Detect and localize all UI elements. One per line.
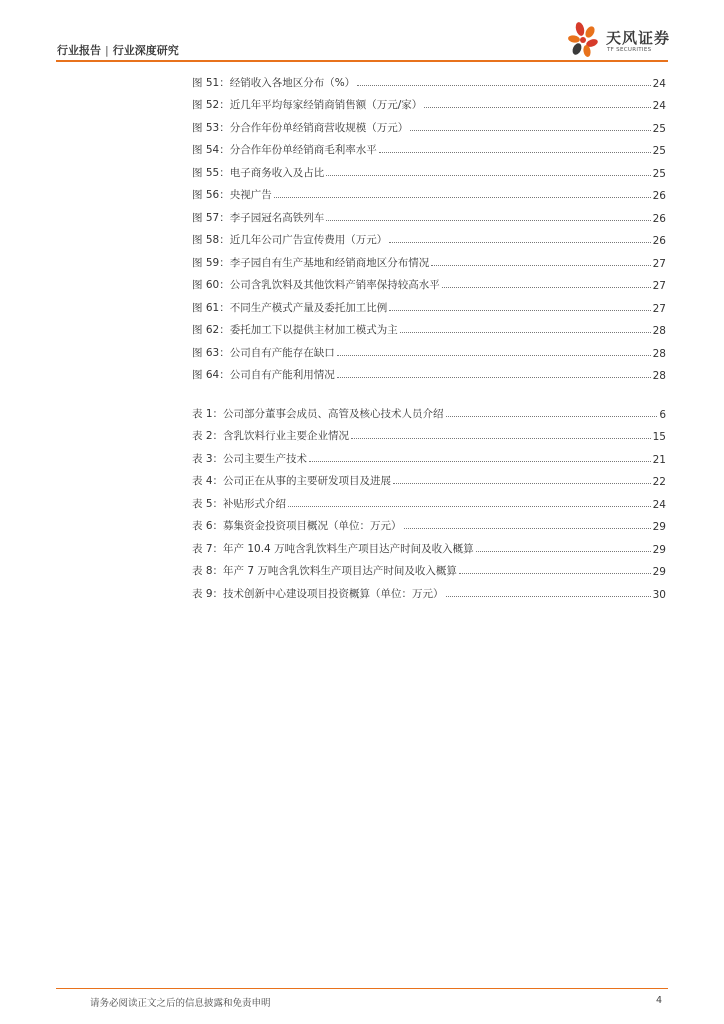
toc-entry-label: 图 62：委托加工下以提供主材加工模式为主 <box>192 324 398 336</box>
company-logo <box>566 21 676 61</box>
toc-entry-page: 29 <box>652 543 666 556</box>
toc-table-entry[interactable] <box>192 443 666 466</box>
toc-entry-page: 21 <box>652 453 666 466</box>
toc-leader-dots <box>337 355 651 356</box>
toc-figure-entry[interactable] <box>192 180 666 203</box>
toc-figure-entry[interactable] <box>192 337 666 360</box>
toc-leader-dots <box>389 242 650 243</box>
toc-entry-page: 30 <box>652 588 666 601</box>
toc-entry-label: 图 60：公司含乳饮料及其他饮料产销率保持较高水平 <box>192 279 440 291</box>
category-separator: | <box>105 44 109 57</box>
toc-figure-entry[interactable] <box>192 90 666 113</box>
toc-table-entry[interactable] <box>192 488 666 511</box>
toc-entry-label: 表 3：公司主要生产技术 <box>192 452 308 465</box>
toc-leader-dots <box>379 152 651 153</box>
toc-entry-label: 表 2：含乳饮料行业主要企业情况 <box>192 430 350 442</box>
toc-leader-dots <box>326 220 650 221</box>
toc-entry-page: 26 <box>652 235 666 247</box>
toc-figure-entry[interactable] <box>192 67 666 90</box>
toc-entry-label: 图 55：电子商务收入及占比 <box>192 166 325 179</box>
table-of-contents <box>192 67 666 601</box>
toc-entry-page: 24 <box>652 498 666 511</box>
toc-entry-label: 图 56：央视广告 <box>192 189 272 201</box>
toc-figure-entry[interactable] <box>192 292 666 315</box>
toc-entry-page: 27 <box>652 302 666 315</box>
toc-section-gap <box>192 382 666 398</box>
toc-leader-dots <box>393 483 651 484</box>
toc-figure-entry[interactable] <box>192 270 666 293</box>
toc-entry-label: 表 4：公司正在从事的主要研发项目及进展 <box>192 475 392 487</box>
toc-leader-dots <box>337 377 651 378</box>
toc-leader-dots <box>309 461 651 462</box>
footer-divider <box>56 988 668 989</box>
category-label: 行业报告 <box>57 44 101 57</box>
logo-name-en: TF SECURITIES <box>607 47 652 53</box>
toc-entry-page: 29 <box>652 566 666 578</box>
toc-leader-dots <box>476 551 651 552</box>
toc-table-entry[interactable] <box>192 466 666 489</box>
toc-figure-entry[interactable] <box>192 360 666 383</box>
page-header <box>0 0 724 62</box>
toc-figure-entry[interactable] <box>192 225 666 248</box>
toc-entry-label: 图 53：分合作年份单经销商营收规模（万元） <box>192 121 409 134</box>
toc-entry-label: 图 51：经销收入各地区分布（%） <box>192 76 356 89</box>
toc-entry-label: 图 63：公司自有产能存在缺口 <box>192 346 335 359</box>
toc-entry-page: 26 <box>652 190 666 202</box>
toc-entry-label: 表 8：年产 7 万吨含乳饮料生产项目达产时间及收入概算 <box>192 565 457 577</box>
toc-entry-page: 22 <box>652 476 666 488</box>
toc-table-entry[interactable] <box>192 421 666 444</box>
toc-leader-dots <box>351 438 651 439</box>
toc-entry-label: 表 6：募集资金投资项目概况（单位：万元） <box>192 520 402 532</box>
footer-disclaimer: 请务必阅读正文之后的信息披露和免责申明 <box>90 998 271 1009</box>
toc-leader-dots <box>326 175 650 176</box>
toc-entry-page: 15 <box>652 431 666 443</box>
toc-leader-dots <box>404 528 651 529</box>
toc-entry-label: 图 64：公司自有产能利用情况 <box>192 369 335 381</box>
toc-entry-label: 表 5：补贴形式介绍 <box>192 497 287 510</box>
toc-table-entry[interactable] <box>192 511 666 534</box>
toc-entry-label: 图 54：分合作年份单经销商毛利率水平 <box>192 144 377 156</box>
toc-entry-label: 图 59：李子园自有生产基地和经销商地区分布情况 <box>192 256 430 269</box>
toc-leader-dots <box>446 416 658 417</box>
toc-entry-label: 图 61：不同生产模式产量及委托加工比例 <box>192 301 388 314</box>
footer-page-number: 4 <box>656 995 663 1006</box>
toc-leader-dots <box>400 332 651 333</box>
toc-leader-dots <box>446 596 651 597</box>
toc-entry-page: 25 <box>652 122 666 135</box>
toc-entry-page: 28 <box>652 325 666 337</box>
toc-table-entry[interactable] <box>192 578 666 601</box>
toc-entry-page: 28 <box>652 347 666 360</box>
flower-logo-icon <box>566 21 606 61</box>
toc-figure-entry[interactable] <box>192 112 666 135</box>
toc-figure-entry[interactable] <box>192 157 666 180</box>
toc-entry-page: 29 <box>652 521 666 533</box>
toc-entry-page: 28 <box>652 370 666 382</box>
toc-entry-page: 25 <box>652 145 666 157</box>
toc-leader-dots <box>424 107 650 108</box>
toc-figure-entry[interactable] <box>192 135 666 158</box>
toc-entry-label: 图 57：李子园冠名高铁列车 <box>192 211 325 224</box>
subcategory-label: 行业深度研究 <box>112 44 179 57</box>
toc-table-entry[interactable] <box>192 398 666 421</box>
toc-figure-entry[interactable] <box>192 315 666 338</box>
toc-entry-page: 27 <box>652 257 666 270</box>
toc-entry-label: 图 52：近几年平均每家经销商销售额（万元/家） <box>192 99 423 111</box>
header-divider <box>56 60 668 62</box>
toc-leader-dots <box>288 506 651 507</box>
toc-leader-dots <box>274 197 651 198</box>
toc-leader-dots <box>431 265 650 266</box>
toc-table-entry[interactable] <box>192 556 666 579</box>
toc-entry-page: 27 <box>652 280 666 292</box>
toc-figure-entry[interactable] <box>192 247 666 270</box>
logo-name-cn: 天风证券 <box>606 29 671 47</box>
toc-entry-label: 表 7：年产 10.4 万吨含乳饮料生产项目达产时间及收入概算 <box>192 542 474 555</box>
toc-entry-label: 表 9：技术创新中心建设项目投资概算（单位：万元） <box>192 587 444 600</box>
toc-entry-page: 25 <box>652 167 666 180</box>
toc-entry-label: 图 58：近几年公司广告宣传费用（万元） <box>192 234 388 246</box>
toc-figure-entry[interactable] <box>192 202 666 225</box>
toc-entry-page: 24 <box>652 77 666 90</box>
toc-leader-dots <box>410 130 650 131</box>
toc-leader-dots <box>459 573 651 574</box>
toc-leader-dots <box>442 287 651 288</box>
toc-entry-page: 6 <box>659 408 666 421</box>
toc-leader-dots <box>389 310 650 311</box>
report-category <box>57 42 179 58</box>
toc-entry-label: 表 1：公司部分董事会成员、高管及核心技术人员介绍 <box>192 407 444 420</box>
toc-entry-page: 26 <box>652 212 666 225</box>
toc-entry-page: 24 <box>652 100 666 112</box>
toc-table-entry[interactable] <box>192 533 666 556</box>
toc-leader-dots <box>357 85 650 86</box>
